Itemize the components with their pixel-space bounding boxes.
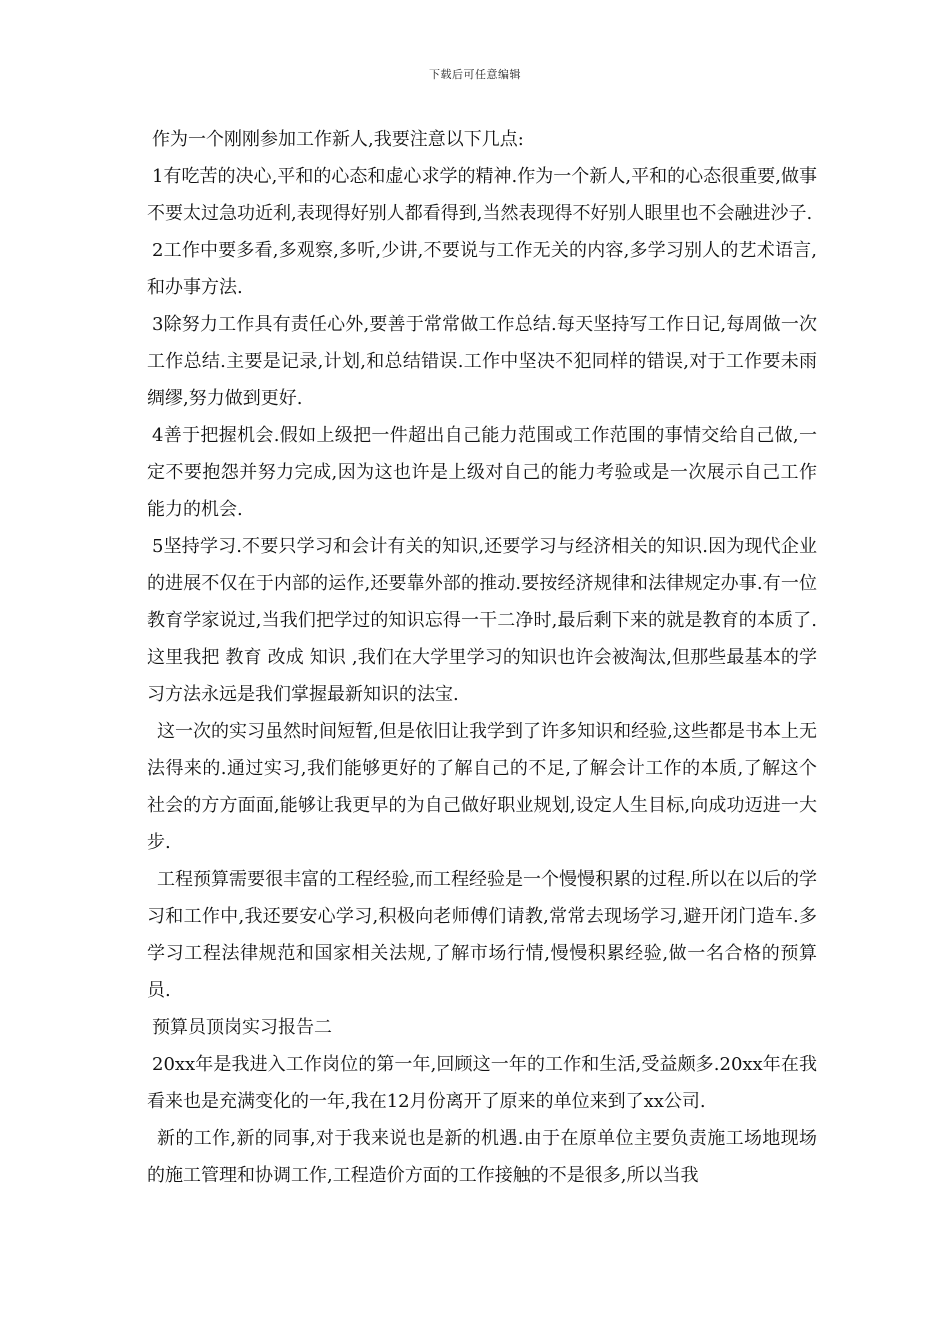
section-heading: 预算员顶岗实习报告二 — [152, 1017, 332, 1038]
paragraph: 3除努力工作具有责任心外,要善于常常做工作总结.每天坚持写工作日记,每周做一次工作总结.主要是记录,计划,和总结错误.工作中坚决不犯同样的错误,对于工作要未雨绸缪,努力做到更好. — [147, 314, 817, 409]
paragraph: 这一次的实习虽然时间短暂,但是依旧让我学到了许多知识和经验,这些都是书本上无法得来的.通过实习,我们能够更好的了解自己的不足,了解会计工作的本质,了解这个社会的方方面面,能够让我更早的为自己做好职业规划,设定人生目标,向成功迈进一大步. — [147, 721, 817, 853]
paragraph: 作为一个刚刚参加工作新人,我要注意以下几点: — [152, 129, 524, 150]
paragraph: 5坚持学习.不要只学习和会计有关的知识,还要学习与经济相关的知识.因为现代企业的进展不仅在于内部的运作,还要靠外部的推动.要按经济规律和法律规定办事.有一位教育学家说过,当我们把学过的知识忘得一干二净时,最后剩下来的就是教育的本质了.这里我把 教育 改成 知识 ,我们在大学里学习的知识也许会被淘汰,但那些最基本的学习方法永远是我们掌握最新知识的法宝. — [147, 536, 817, 705]
document-body — [147, 121, 817, 1194]
page-header: 下载后可任意编辑 — [429, 68, 521, 81]
paragraph: 工程预算需要很丰富的工程经验,而工程经验是一个慢慢积累的过程.所以在以后的学习和工作中,我还要安心学习,积极向老师傅们请教,常常去现场学习,避开闭门造车.多学习工程法律规范和国家相关法规,了解市场行情,慢慢积累经验,做一名合格的预算员. — [147, 869, 817, 1001]
paragraph: 4善于把握机会.假如上级把一件超出自己能力范围或工作范围的事情交给自己做,一定不要抱怨并努力完成,因为这也许是上级对自己的能力考验或是一次展示自己工作能力的机会. — [147, 425, 817, 520]
paragraph: 新的工作,新的同事,对于我来说也是新的机遇.由于在原单位主要负责施工场地现场的施工管理和协调工作,工程造价方面的工作接触的不是很多,所以当我 — [147, 1128, 817, 1186]
paragraph: 20xx年是我进入工作岗位的第一年,回顾这一年的工作和生活,受益颇多.20xx年在我看来也是充满变化的一年,我在12月份离开了原来的单位来到了xx公司. — [147, 1054, 817, 1112]
paragraph: 2工作中要多看,多观察,多听,少讲,不要说与工作无关的内容,多学习别人的艺术语言,和办事方法. — [147, 240, 817, 298]
paragraph: 1有吃苦的决心,平和的心态和虚心求学的精神.作为一个新人,平和的心态很重要,做事不要太过急功近利,表现得好别人都看得到,当然表现得不好别人眼里也不会融进沙子. — [147, 166, 817, 224]
